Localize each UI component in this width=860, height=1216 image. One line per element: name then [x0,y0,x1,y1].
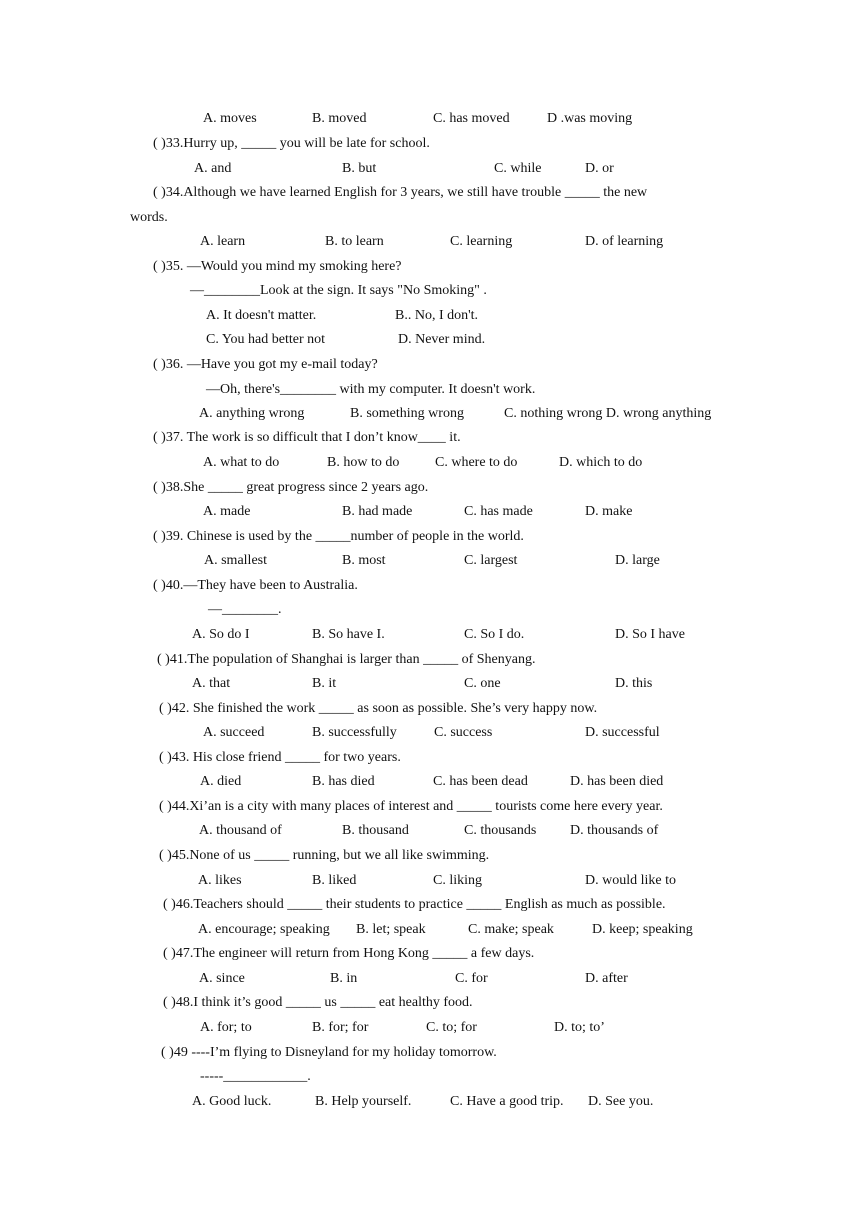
q36-question-cont: —Oh, there's________ with my computer. It doesn't work. [206,382,536,397]
q47-option-b: B. in [330,971,358,986]
q49-option-b: B. Help yourself. [315,1094,412,1109]
q37-question: ( )37. The work is so difficult that I don’t know____ it. [153,430,461,445]
q49-option-a: A. Good luck. [192,1094,272,1109]
q35-option-c: C. You had better not [206,332,325,347]
q36-question: ( )36. —Have you got my e-mail today? [153,357,378,372]
q35-option-b: B.. No, I don't. [395,308,479,323]
q47-question: ( )47.The engineer will return from Hong Kong _____ a few days. [163,946,535,961]
q39-option-a: A. smallest [204,553,267,568]
q43-option-c: C. has been dead [433,774,528,789]
q46-option-d: D. keep; speaking [592,922,693,937]
q47-option-a: A. since [199,971,245,986]
q40-option-b: B. So have I. [312,627,385,642]
q49-option-c: C. Have a good trip. [450,1094,564,1109]
q32-option-b: B. moved [312,111,367,126]
q34-option-d: D. of learning [585,234,664,249]
q36-option-b: B. something wrong [350,406,464,421]
q35-option-a: A. It doesn't matter. [206,308,317,323]
q42-option-c: C. success [434,725,493,740]
q32-option-d: D .was moving [547,111,633,126]
q42-option-b: B. successfully [312,725,397,740]
q33-option-a: A. and [194,161,232,176]
q35-question-cont: —________Look at the sign. It says "No Smoking" . [190,283,487,298]
q39-option-b: B. most [342,553,386,568]
q44-option-a: A. thousand of [199,823,282,838]
q48-question: ( )48.I think it’s good _____ us _____ eat healthy food. [163,995,473,1010]
q46-option-a: A. encourage; speaking [198,922,330,937]
q45-option-b: B. liked [312,873,357,888]
q37-option-b: B. how to do [327,455,400,470]
q38-option-b: B. had made [342,504,413,519]
q47-option-c: C. for [455,971,488,986]
q38-question: ( )38.She _____ great progress since 2 years ago. [153,480,429,495]
q37-option-a: A. what to do [203,455,280,470]
q39-option-c: C. largest [464,553,518,568]
q43-option-a: A. died [200,774,242,789]
q48-option-c: C. to; for [426,1020,477,1035]
q40-option-d: D. So I have [615,627,685,642]
q35-option-d: D. Never mind. [398,332,486,347]
q46-question: ( )46.Teachers should _____ their students to practice _____ English as much as possible. [163,897,666,912]
q42-option-d: D. successful [585,725,660,740]
q34-question-cont: words. [130,210,168,225]
q35-question: ( )35. —Would you mind my smoking here? [153,259,402,274]
q43-option-b: B. has died [312,774,375,789]
q49-question-cont: -----____________. [200,1069,311,1084]
q33-question: ( )33.Hurry up, _____ you will be late for school. [153,136,430,151]
q48-option-d: D. to; to’ [554,1020,605,1035]
q38-option-a: A. made [203,504,251,519]
q41-option-b: B. it [312,676,337,691]
q41-option-d: D. this [615,676,653,691]
q44-option-b: B. thousand [342,823,409,838]
q43-question: ( )43. His close friend _____ for two years. [159,750,401,765]
q34-option-b: B. to learn [325,234,384,249]
q44-question: ( )44.Xi’an is a city with many places of interest and _____ tourists come here every year. [159,799,663,814]
q45-option-d: D. would like to [585,873,676,888]
q48-option-b: B. for; for [312,1020,369,1035]
q36-option-a: A. anything wrong [199,406,305,421]
q49-option-d: D. See you. [588,1094,654,1109]
q34-question: ( )34.Although we have learned English for 3 years, we still have trouble _____ the new [153,185,648,200]
q44-option-d: D. thousands of [570,823,659,838]
q45-question: ( )45.None of us _____ running, but we all like swimming. [159,848,490,863]
q45-option-c: C. liking [433,873,483,888]
q41-option-a: A. that [192,676,231,691]
q34-option-c: C. learning [450,234,513,249]
q37-option-d: D. which to do [559,455,643,470]
q34-option-a: A. learn [200,234,246,249]
q32-option-a: A. moves [203,111,257,126]
q37-option-c: C. where to do [435,455,518,470]
q47-option-d: D. after [585,971,628,986]
q41-question: ( )41.The population of Shanghai is larger than _____ of Shenyang. [157,652,536,667]
q40-option-a: A. So do I [192,627,250,642]
q46-option-b: B. let; speak [356,922,426,937]
q38-option-d: D. make [585,504,633,519]
q40-question-cont: —________. [208,602,282,617]
q42-question: ( )42. She finished the work _____ as soon as possible. She’s very happy now. [159,701,598,716]
q45-option-a: A. likes [198,873,242,888]
q36-option-cd: C. nothing wrong D. wrong anything [504,406,712,421]
q46-option-c: C. make; speak [468,922,554,937]
q40-option-c: C. So I do. [464,627,525,642]
q40-question: ( )40.—They have been to Australia. [153,578,358,593]
q39-question: ( )39. Chinese is used by the _____number of people in the world. [153,529,524,544]
q43-option-d: D. has been died [570,774,664,789]
q32-option-c: C. has moved [433,111,510,126]
q41-option-c: C. one [464,676,501,691]
q33-option-d: D. or [585,161,614,176]
q38-option-c: C. has made [464,504,533,519]
q39-option-d: D. large [615,553,660,568]
q33-option-c: C. while [494,161,542,176]
q33-option-b: B. but [342,161,377,176]
q44-option-c: C. thousands [464,823,537,838]
q48-option-a: A. for; to [200,1020,252,1035]
q42-option-a: A. succeed [203,725,265,740]
q49-question: ( )49 ----I’m flying to Disneyland for my holiday tomorrow. [161,1045,497,1060]
